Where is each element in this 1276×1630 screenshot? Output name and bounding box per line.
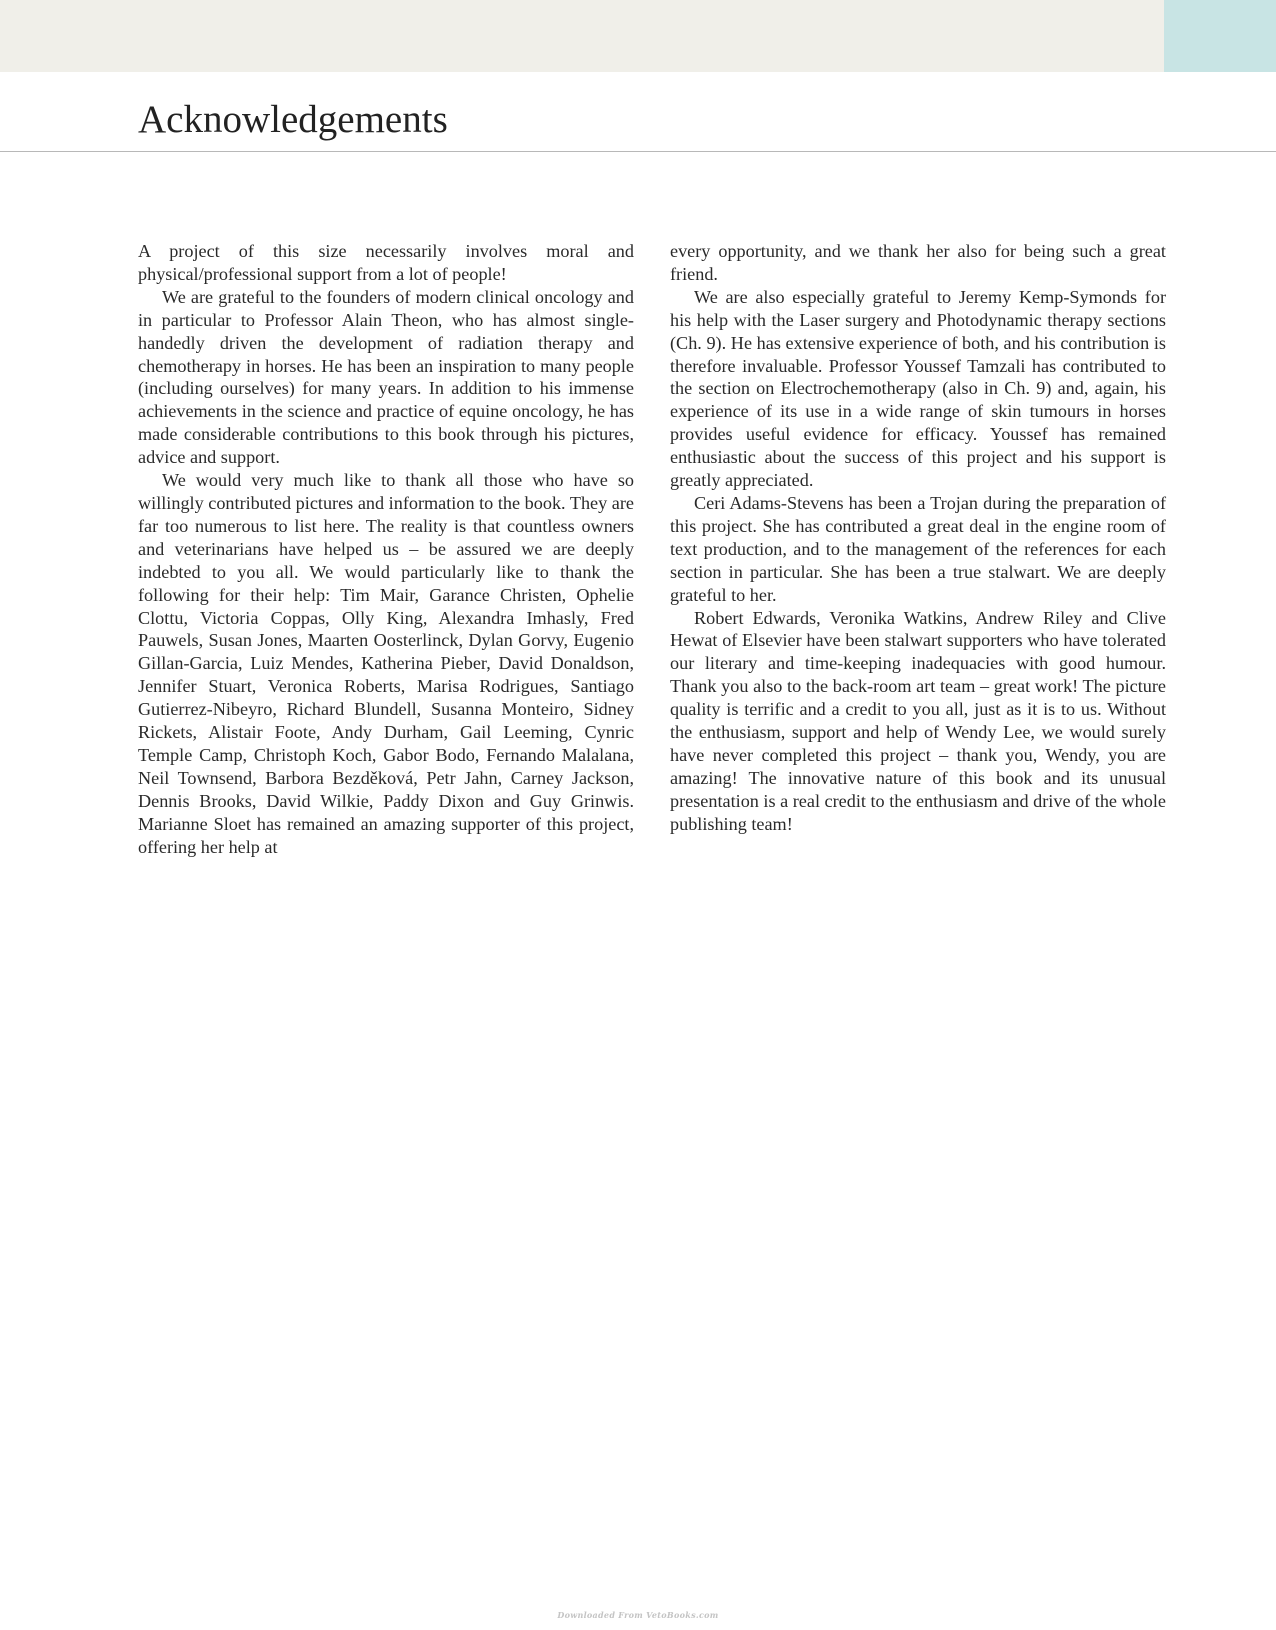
paragraph: every opportunity, and we thank her also for being such a great friend. (670, 241, 1166, 284)
header-band (0, 0, 1164, 72)
page-title: Acknowledgements (138, 98, 448, 141)
download-watermark: Downloaded From VetoBooks.com (557, 1610, 719, 1620)
paragraph: We are grateful to the founders of modern clinical oncology and in particular to Professor Alain Theon, who has almost single-handedly driven the development of radiation therapy and chemotherapy in horses. He has been an inspiration to many people (including ourselves) for many years. In addition to his immense achievements in the science and practice of equine oncology, he has made considerable contributions to this book through his pictures, advice and support. (138, 286, 634, 468)
paragraph: We are also especially grateful to Jeremy Kemp-Symonds for his help with the Laser surgery and Photodynamic therapy sections (Ch. 9). He has extensive experience of both, and his contribution is therefore invaluable. Professor Youssef Tamzali has contributed to the section on Electrochemotherapy (also in Ch. 9) and, again, his experience of its use in a wide range of skin tumours in horses provides useful evidence for efficacy. Youssef has remained enthusiastic about the success of this project and his support is greatly appreciated. (670, 286, 1166, 491)
right-column (670, 240, 1166, 858)
paragraph: A project of this size necessarily involves moral and physical/professional support from a lot of people! (138, 241, 634, 284)
paragraph: We would very much like to thank all those who have so willingly contributed pictures and information to the book. They are far too numerous to list here. The reality is that countless owners and veterinarians have helped us – be assured we are deeply indebted to you all. We would particularly like to thank the following for their help: Tim Mair, Garance Christen, Ophelie Clottu, Victoria Coppas, Olly King, Alexandra Imhasly, Fred Pauwels, Susan Jones, Maarten Oosterlinck, Dylan Gorvy, Eugenio Gillan-Garcia, Luiz Mendes, Katherina Pieber, David Donaldson, Jennifer Stuart, Veronica Roberts, Marisa Rodrigues, Santiago Gutierrez-Nibeyro, Richard Blundell, Susanna Monteiro, Sidney Rickets, Alistair Foote, Andy Durham, Gail Leeming, Cynric Temple Camp, Christoph Koch, Gabor Bodo, Fernando Malalana, Neil Townsend, Barbora Bezděková, Petr Jahn, Carney Jackson, Dennis Brooks, David Wilkie, Paddy Dixon and Guy Grinwis. Marianne Sloet has remained an amazing supporter of this project, offering her help at (138, 470, 634, 857)
paragraph: Robert Edwards, Veronika Watkins, Andrew Riley and Clive Hewat of Elsevier have been stalwart supporters who have tolerated our literary and time-keeping inadequacies with good humour. Thank you also to the back-room art team – great work! The picture quality is terrific and a credit to you all, just as it is to us. Without the enthusiasm, support and help of Wendy Lee, we would surely have never completed this project – thank you, Wendy, you are amazing! The innovative nature of this book and its unusual presentation is a real credit to the enthusiasm and drive of the whole publishing team! (670, 607, 1166, 834)
paragraph: Ceri Adams-Stevens has been a Trojan during the preparation of this project. She has contributed a great deal in the engine room of text production, and to the management of the references for each section in particular. She has been a true stalwart. We are deeply grateful to her. (670, 492, 1166, 605)
title-divider (0, 151, 1276, 152)
left-column (138, 240, 634, 858)
header-accent-block (1164, 0, 1276, 72)
body-columns (138, 240, 1166, 858)
